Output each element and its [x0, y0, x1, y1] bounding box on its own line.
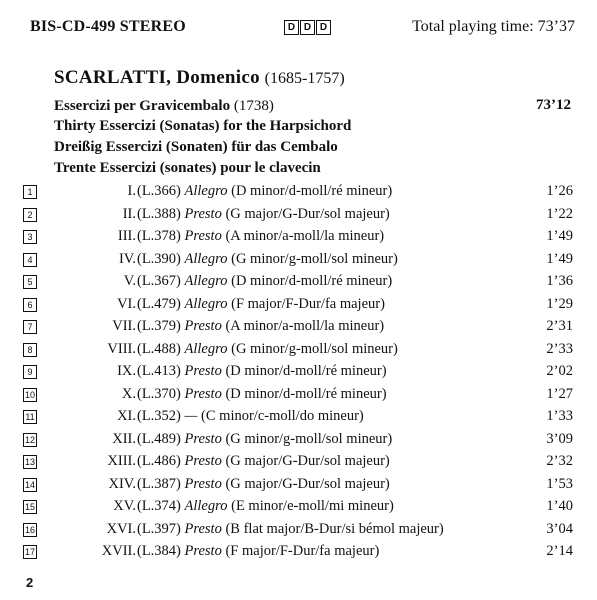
work-year: (1738)	[233, 98, 274, 114]
track-details	[137, 296, 385, 313]
track-catalog: (L.479)	[137, 295, 181, 312]
work-subtitle-de: Dreißig Essercizi (Sonaten) für das Cembalo	[54, 139, 338, 155]
track-key: (A minor/a-moll/la mineur)	[225, 228, 385, 244]
track-number-box: 10	[24, 389, 35, 400]
track-catalog: (L.384)	[137, 543, 181, 559]
track-details	[137, 341, 398, 358]
track-roman: XI.	[117, 408, 136, 424]
track-details	[137, 363, 387, 380]
catalog-number: BIS-CD-499 STEREO	[30, 18, 186, 35]
track-tempo: Allegro	[184, 340, 228, 357]
track-duration: 1’27	[546, 385, 573, 402]
track-number-box: 1	[23, 185, 37, 199]
track-roman: VII.	[112, 318, 136, 334]
track-row	[0, 339, 597, 362]
track-catalog: (L.486)	[137, 453, 181, 469]
track-details	[137, 183, 392, 200]
track-duration: 1’29	[546, 295, 573, 312]
track-row	[0, 451, 597, 474]
track-duration: 2’32	[546, 453, 573, 469]
track-key: (G major/G-Dur/sol majeur)	[225, 205, 390, 222]
track-key: (C minor/c-moll/do mineur)	[201, 408, 364, 424]
track-catalog: (L.387)	[137, 475, 181, 492]
track-row	[0, 541, 597, 564]
track-number-box: 17	[24, 547, 35, 557]
work-total-time: 73’12	[536, 97, 571, 113]
track-row	[0, 181, 597, 204]
track-row	[0, 361, 597, 384]
track-tempo: Presto	[184, 430, 222, 447]
track-duration: 1’33	[546, 408, 573, 424]
track-tempo: Allegro	[184, 183, 228, 199]
track-tempo: Presto	[184, 453, 222, 469]
track-number-box: 3	[23, 230, 37, 244]
track-row	[0, 496, 597, 519]
track-roman: V.	[123, 273, 136, 289]
track-tempo: Presto	[184, 385, 222, 402]
track-tempo: Allegro	[184, 295, 228, 312]
track-tempo: Presto	[184, 543, 222, 559]
work-subtitle-en: Thirty Essercizi (Sonatas) for the Harpsichord	[54, 118, 352, 134]
track-row	[0, 519, 597, 542]
ddd-letter: D	[300, 20, 315, 35]
track-details	[137, 431, 392, 448]
track-tempo: Presto	[184, 318, 222, 334]
track-roman: VI.	[117, 295, 136, 312]
track-number-box: 4	[23, 253, 37, 267]
track-key: (G major/G-Dur/sol majeur)	[225, 453, 390, 469]
track-number-box: 15	[24, 502, 35, 512]
track-number-box: 7	[23, 320, 37, 334]
track-details	[137, 543, 379, 560]
track-roman: VIII.	[107, 340, 136, 357]
track-catalog: (L.374)	[137, 498, 181, 514]
track-details	[137, 251, 398, 268]
track-tempo: Presto	[184, 363, 222, 379]
track-duration: 1’22	[546, 205, 573, 222]
track-catalog: (L.413)	[137, 363, 181, 379]
track-duration: 2’02	[546, 363, 573, 379]
track-details	[137, 386, 387, 403]
track-duration: 1’26	[546, 183, 573, 199]
track-catalog: (L.489)	[137, 430, 181, 447]
track-tempo: Allegro	[184, 273, 228, 289]
track-details	[137, 476, 390, 493]
track-key: (D minor/d-moll/ré mineur)	[225, 385, 387, 402]
track-catalog: (L.370)	[137, 385, 181, 402]
track-duration: 1’40	[546, 498, 573, 514]
track-catalog: (L.390)	[137, 250, 181, 267]
track-number-box: 12	[24, 434, 35, 445]
track-roman: III.	[117, 228, 136, 244]
track-row	[0, 294, 597, 317]
track-key: (D minor/d-moll/ré mineur)	[225, 363, 387, 379]
track-row	[0, 384, 597, 407]
track-key: (G minor/g-moll/sol mineur)	[225, 430, 393, 447]
track-duration: 3’09	[546, 430, 573, 447]
track-catalog: (L.367)	[137, 273, 181, 289]
track-row	[0, 406, 597, 429]
track-number-box: 6	[23, 298, 37, 312]
track-row	[0, 316, 597, 339]
track-key: (B flat major/B-Dur/si bémol majeur)	[225, 520, 444, 537]
track-tempo: Allegro	[184, 498, 228, 514]
track-number-box: 11	[23, 410, 37, 424]
track-key: (G major/G-Dur/sol majeur)	[225, 475, 390, 492]
track-row	[0, 271, 597, 294]
track-roman: IX.	[117, 363, 136, 379]
ddd-badge	[284, 20, 331, 35]
track-roman: XIII.	[107, 453, 136, 469]
track-key: (D minor/d-moll/ré mineur)	[231, 183, 393, 199]
track-duration: 1’36	[546, 273, 573, 289]
track-details	[137, 521, 444, 538]
track-details	[137, 228, 384, 245]
track-key: (E minor/e-moll/mi mineur)	[231, 498, 394, 514]
total-playing-time: Total playing time: 73’37	[412, 18, 575, 35]
track-number-box: 14	[24, 479, 35, 490]
booklet-header	[30, 14, 575, 40]
track-tempo: Presto	[184, 205, 222, 222]
track-row	[0, 204, 597, 227]
track-key: (G minor/g-moll/sol mineur)	[231, 250, 398, 267]
track-number-box: 16	[24, 524, 35, 535]
track-list	[0, 181, 597, 564]
track-catalog: (L.397)	[137, 520, 181, 537]
work-title-text: Essercizi per Gravicembalo	[54, 98, 231, 114]
track-roman: X.	[121, 385, 136, 402]
work-title	[54, 97, 274, 115]
track-duration: 2’31	[546, 318, 573, 334]
track-roman: XVI.	[106, 520, 136, 537]
composer-name: SCARLATTI, Domenico	[54, 67, 260, 88]
work-subtitle-fr: Trente Essercizi (sonates) pour le clavecin	[54, 160, 321, 176]
track-roman: XV.	[113, 498, 136, 514]
composer-dates: (1685-1757)	[264, 70, 345, 87]
track-duration: 3’04	[546, 520, 573, 537]
page-number: 2	[26, 575, 34, 590]
track-catalog: (L.378)	[137, 228, 181, 244]
track-key: (D minor/d-moll/ré mineur)	[231, 273, 393, 289]
track-details	[137, 498, 394, 515]
track-tempo: Allegro	[184, 250, 228, 267]
track-row	[0, 429, 597, 452]
track-details	[137, 453, 390, 470]
track-catalog: (L.352)	[137, 408, 181, 424]
track-duration: 2’33	[546, 340, 573, 357]
ddd-letter: D	[316, 20, 331, 35]
track-catalog: (L.388)	[137, 205, 181, 222]
track-number-box: 8	[23, 343, 37, 357]
track-details	[137, 206, 390, 223]
track-roman: IV.	[118, 250, 136, 267]
track-number-box: 13	[24, 457, 35, 467]
track-tempo: —	[184, 408, 198, 424]
track-number-box: 9	[23, 365, 37, 379]
track-row	[0, 226, 597, 249]
track-catalog: (L.488)	[137, 340, 181, 357]
track-row	[0, 249, 597, 272]
track-roman: I.	[127, 183, 136, 199]
composer-heading	[54, 67, 345, 89]
track-key: (F major/F-Dur/fa majeur)	[225, 543, 380, 559]
track-roman: XIV.	[108, 475, 136, 492]
track-duration: 2’14	[546, 543, 573, 559]
track-roman: XVII.	[101, 543, 136, 559]
track-catalog: (L.366)	[137, 183, 181, 199]
track-number-box: 5	[23, 275, 37, 289]
ddd-letter: D	[284, 20, 299, 35]
track-roman: II.	[122, 205, 136, 222]
track-key: (G minor/g-moll/sol mineur)	[231, 340, 398, 357]
track-key: (A minor/a-moll/la mineur)	[225, 318, 385, 334]
track-tempo: Presto	[184, 228, 222, 244]
track-catalog: (L.379)	[137, 318, 181, 334]
track-roman: XII.	[112, 430, 136, 447]
track-duration: 1’49	[546, 250, 573, 267]
track-details	[137, 318, 384, 335]
track-tempo: Presto	[184, 475, 222, 492]
track-duration: 1’49	[546, 228, 573, 244]
track-duration: 1’53	[546, 475, 573, 492]
track-row	[0, 474, 597, 497]
track-number-box: 2	[23, 208, 37, 222]
track-details	[137, 408, 364, 425]
track-tempo: Presto	[184, 520, 222, 537]
track-key: (F major/F-Dur/fa majeur)	[231, 295, 385, 312]
track-details	[137, 273, 392, 290]
